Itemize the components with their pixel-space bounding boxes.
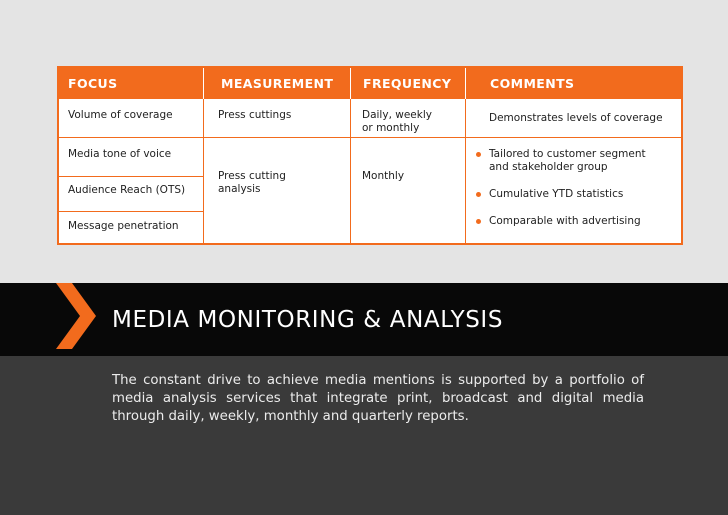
bullet-dot-icon <box>476 192 481 197</box>
column-divider <box>203 99 204 243</box>
focus-cell: Volume of coverage <box>68 109 173 121</box>
section-title: MEDIA MONITORING & ANALYSIS <box>112 307 504 333</box>
section-body: The constant drive to achieve media mentions is supported by a portfolio of media analysis services that integrate print, broadcast and digital media through daily, weekly, monthly and quarterly reports. <box>112 373 644 424</box>
comment-cell: and stakeholder group <box>489 161 608 173</box>
row-divider <box>59 176 203 177</box>
header-measurement: MEASUREMENT <box>221 76 334 91</box>
bullet-dot-icon <box>476 219 481 224</box>
frequency-cell: Daily, weekly <box>362 109 432 121</box>
comment-cell: Tailored to customer segment <box>489 148 646 160</box>
frequency-cell: Monthly <box>362 170 405 182</box>
header-focus: FOCUS <box>68 76 118 91</box>
focus-cell: Message penetration <box>68 220 179 232</box>
row-divider <box>59 137 681 138</box>
table-header-row <box>59 68 681 99</box>
column-divider <box>465 68 466 99</box>
measurement-cell: analysis <box>218 183 261 195</box>
focus-cell: Audience Reach (OTS) <box>68 184 186 196</box>
chevron-right-icon <box>56 283 98 349</box>
header-frequency: FREQUENCY <box>363 76 452 91</box>
column-divider <box>350 99 351 243</box>
column-divider <box>465 99 466 243</box>
focus-cell: Media tone of voice <box>68 148 172 160</box>
frequency-cell: or monthly <box>362 122 420 134</box>
bullet-dot-icon <box>476 152 481 157</box>
measurement-cell: Press cutting <box>218 170 286 182</box>
comment-cell: Cumulative YTD statistics <box>489 188 624 200</box>
media-metrics-table <box>57 66 683 245</box>
header-comments: COMMENTS <box>490 76 575 91</box>
row-divider <box>59 211 203 212</box>
comment-cell: Comparable with advertising <box>489 215 641 227</box>
measurement-cell: Press cuttings <box>218 109 292 121</box>
column-divider <box>350 68 351 99</box>
comment-cell: Demonstrates levels of coverage <box>489 112 663 124</box>
